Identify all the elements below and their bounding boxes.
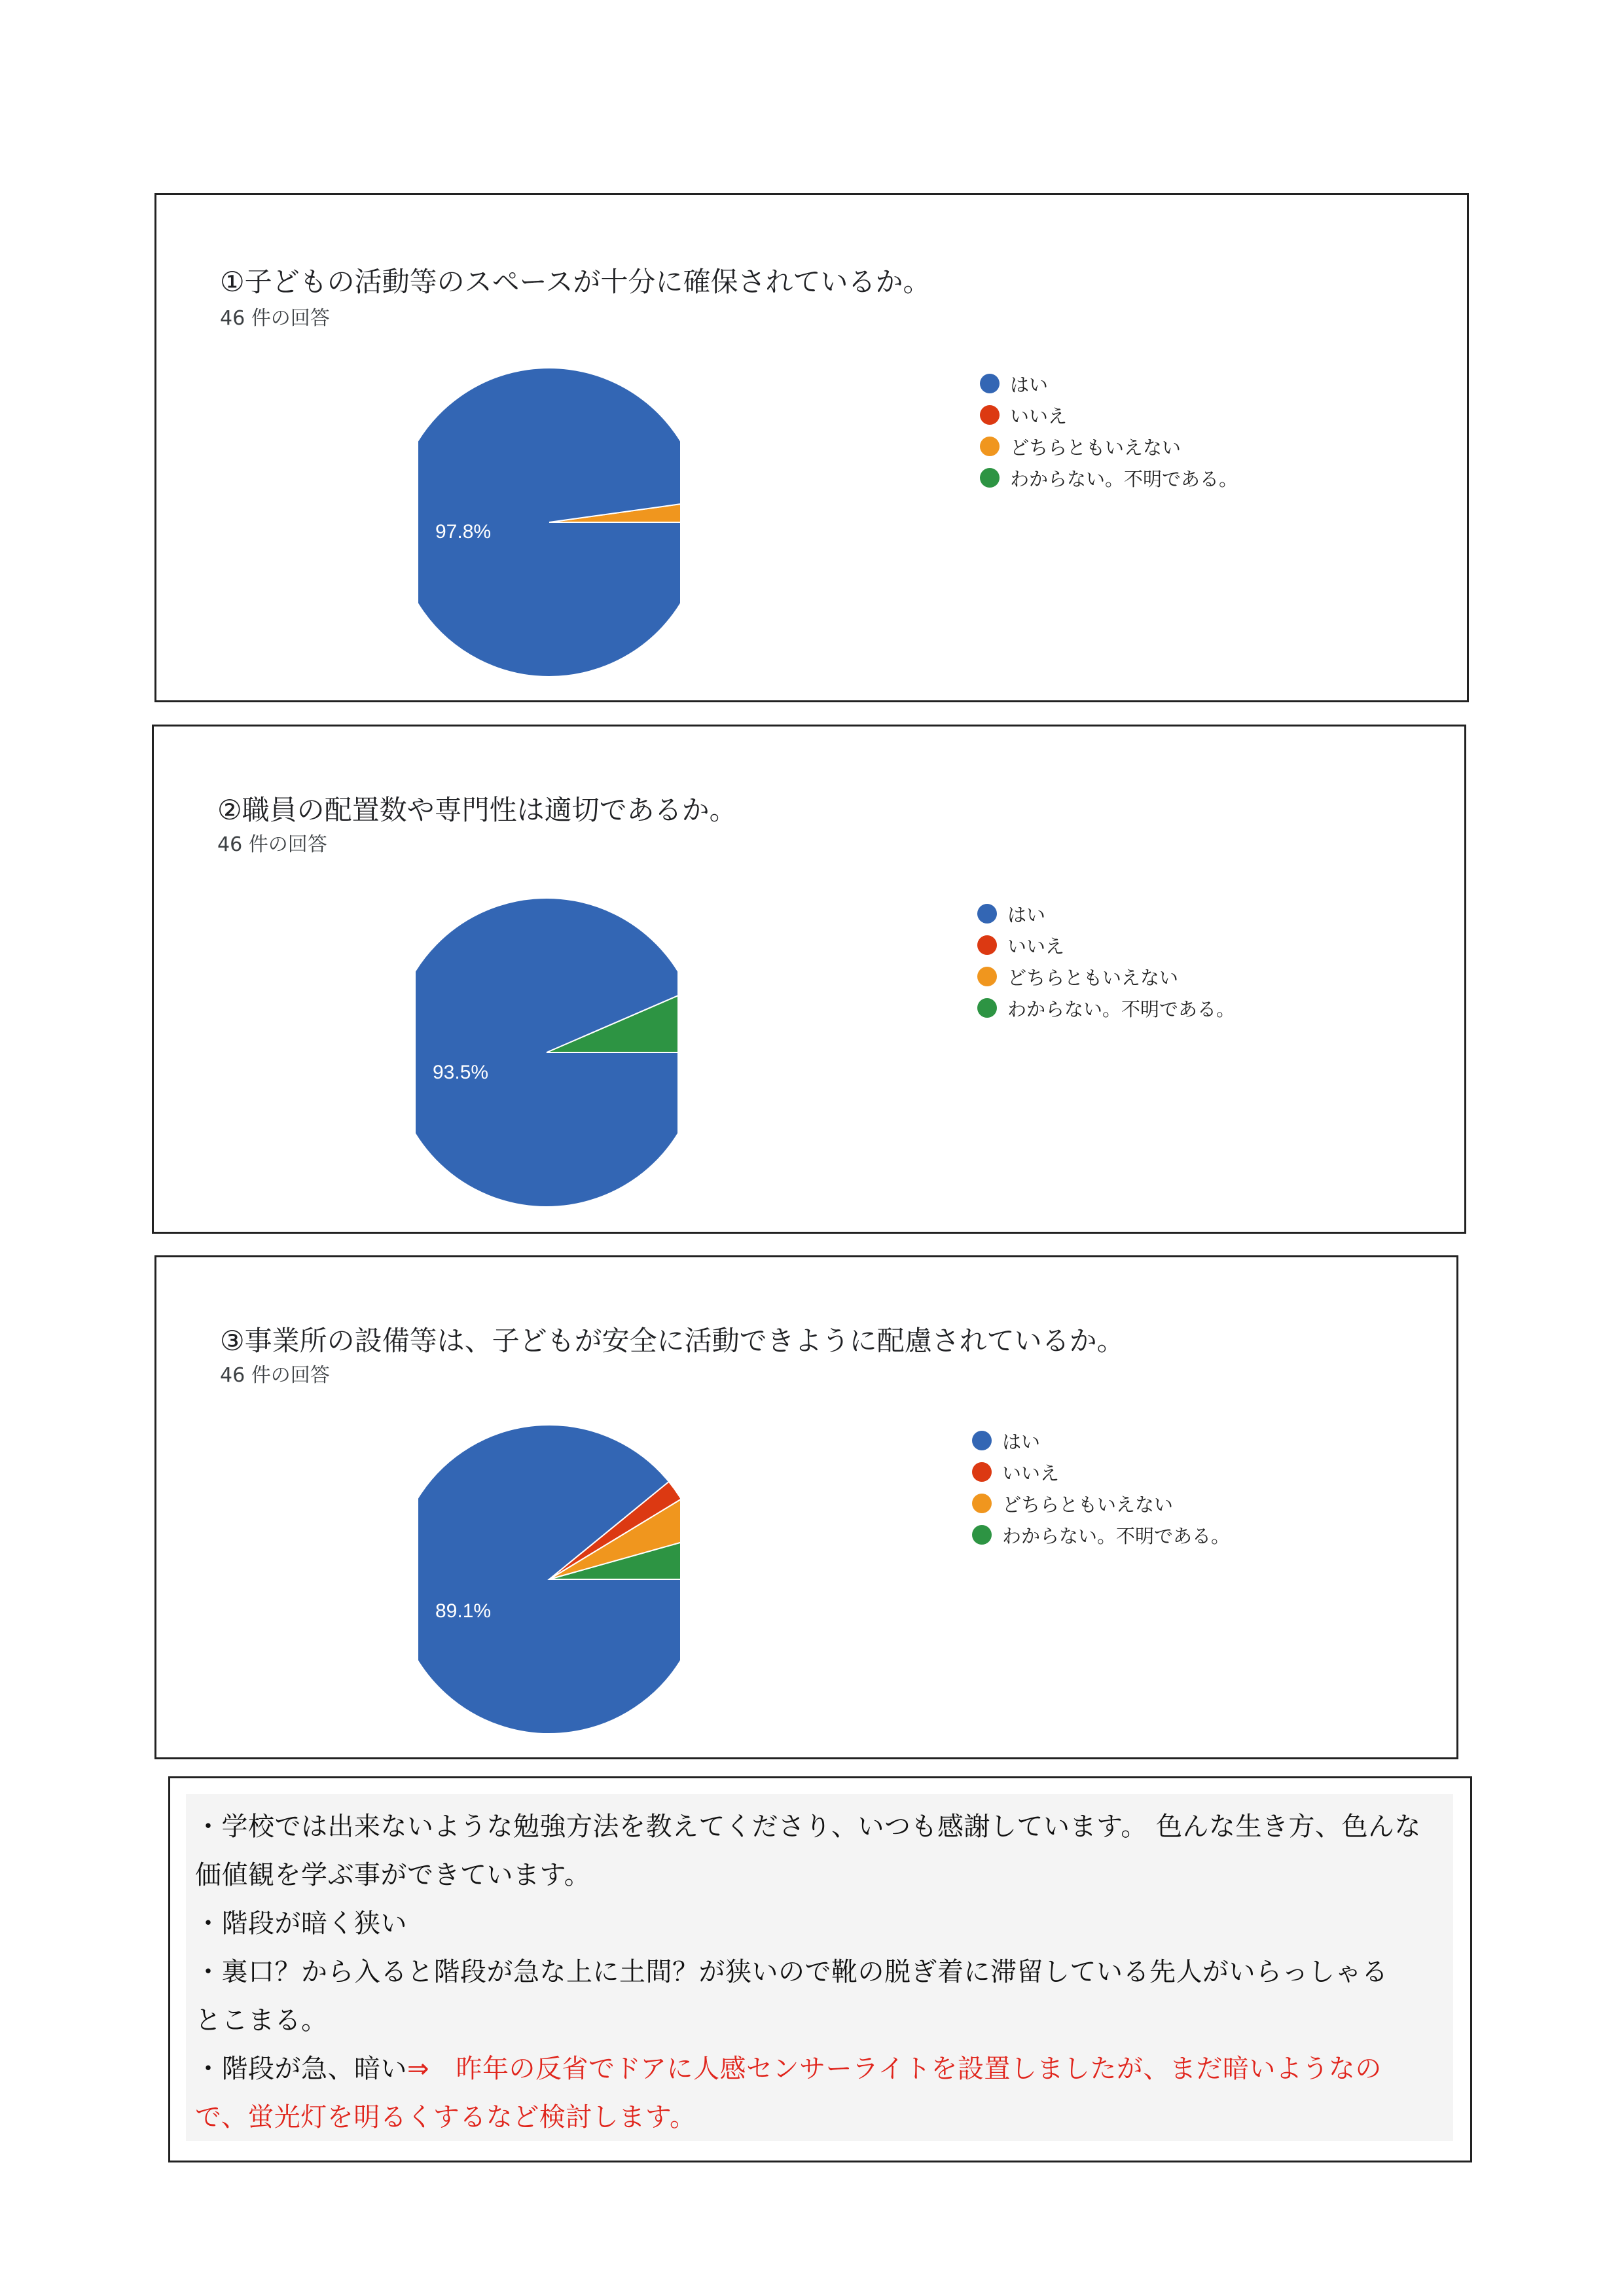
legend-item (972, 1519, 1230, 1551)
comment-line: ・階段が暗く狭い (195, 1909, 407, 1939)
legend-label: どちらともいえない (1002, 1493, 1174, 1516)
legend-item (977, 898, 1235, 929)
pie-slice-はい (416, 898, 677, 1207)
comment-line (195, 2048, 1382, 2085)
legend-item (980, 462, 1238, 493)
legend-dot-red (977, 935, 997, 955)
legend-item (977, 961, 1235, 992)
response-text: ⇒ 昨年の反省でドアに人感センサーライトを設置しましたが、まだ暗いようなの (407, 2054, 1382, 2084)
response-count: 46 件の回答 (217, 833, 327, 856)
legend-label: はい (1010, 373, 1049, 396)
chart-legend (972, 1425, 1230, 1551)
legend-label: どちらともいえない (1010, 436, 1182, 459)
comment-line: ・学校では出来ないような勉強方法を教えてくださり、いつも感謝しています。 色んな生き方、色んな (195, 1812, 1422, 1842)
comment-line: ・裏口？から入ると階段が急な上に土間？が狭いので靴の脱ぎ着に滞留している先人がいらっしゃる (195, 1957, 1388, 1987)
legend-dot-orange (977, 967, 997, 986)
response-count: 46 件の回答 (220, 307, 330, 330)
chart-card-1 (154, 193, 1469, 702)
legend-label: わからない。不明である。 (1002, 1524, 1231, 1547)
response-count: 46 件の回答 (220, 1364, 330, 1387)
pie-chart (418, 365, 680, 679)
legend-dot-green (972, 1525, 992, 1545)
legend-item (977, 992, 1235, 1024)
comments-box (168, 1776, 1472, 2162)
chart-card-3 (154, 1255, 1458, 1759)
legend-item (980, 368, 1238, 399)
chart-title: ②職員の配置数や専門性は適切であるか。 (217, 794, 737, 826)
legend-item (972, 1488, 1230, 1519)
comment-text: ・階段が急、暗い (195, 2054, 407, 2084)
chart-card-2 (152, 725, 1466, 1234)
legend-dot-green (980, 468, 1000, 488)
legend-item (980, 431, 1238, 462)
chart-legend (980, 368, 1238, 493)
legend-item (977, 929, 1235, 961)
slice-data-label: 97.8% (435, 521, 492, 543)
legend-label: わからない。不明である。 (1007, 997, 1236, 1020)
legend-label: いいえ (1002, 1462, 1060, 1484)
comment-line: 価値観を学ぶ事ができています。 (195, 1860, 591, 1890)
legend-dot-blue (972, 1431, 992, 1450)
legend-dot-green (977, 998, 997, 1018)
legend-label: はい (1007, 903, 1046, 926)
legend-label: いいえ (1010, 404, 1068, 427)
comments-panel (186, 1794, 1453, 2141)
pie-slice-はい (418, 1425, 680, 1734)
slice-data-label: 93.5% (433, 1062, 489, 1083)
slice-data-label: 89.1% (435, 1600, 492, 1622)
legend-item (972, 1425, 1230, 1456)
legend-label: はい (1002, 1430, 1041, 1453)
legend-label: わからない。不明である。 (1010, 467, 1238, 490)
comment-line: とこまる。 (195, 2005, 328, 2036)
legend-dot-red (972, 1462, 992, 1482)
legend-dot-red (980, 405, 1000, 425)
chart-title: ①子どもの活動等のスペースが十分に確保されているか。 (220, 266, 931, 298)
chart-title: ③事業所の設備等は、子どもが安全に活動できように配慮されているか。 (220, 1325, 1125, 1357)
legend-item (980, 399, 1238, 431)
chart-legend (977, 898, 1235, 1024)
legend-label: いいえ (1007, 935, 1065, 958)
legend-dot-blue (977, 904, 997, 924)
legend-dot-orange (972, 1494, 992, 1513)
legend-item (972, 1456, 1230, 1488)
legend-dot-blue (980, 374, 1000, 393)
response-text: で、蛍光灯を明るくするなど検討します。 (195, 2102, 696, 2132)
pie-chart (416, 895, 677, 1210)
pie-chart (418, 1422, 680, 1736)
legend-label: どちらともいえない (1007, 966, 1179, 989)
legend-dot-orange (980, 437, 1000, 456)
